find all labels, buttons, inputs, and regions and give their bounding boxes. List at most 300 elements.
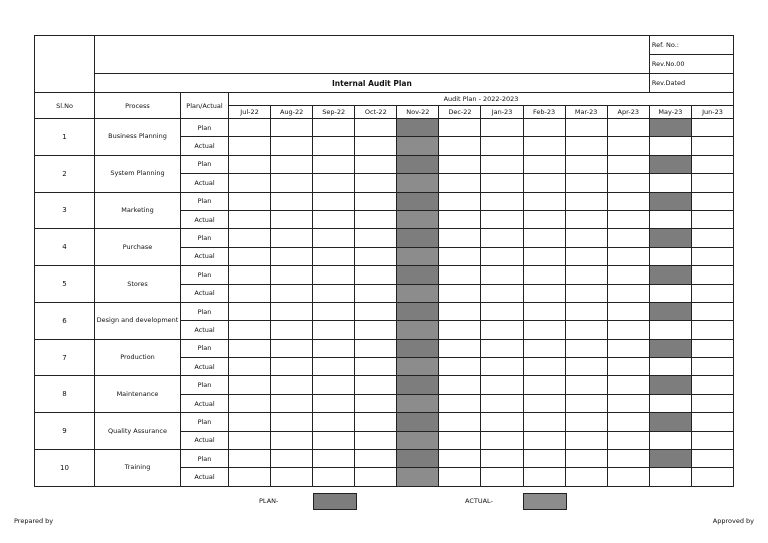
process-cell: System Planning xyxy=(95,155,181,192)
empty-cell xyxy=(607,266,649,284)
empty-cell xyxy=(607,358,649,376)
empty-cell xyxy=(691,450,733,468)
empty-cell xyxy=(523,229,565,247)
empty-cell xyxy=(691,321,733,339)
plan-marker-cell xyxy=(397,450,439,468)
empty-cell xyxy=(439,247,481,265)
actual-marker-cell xyxy=(397,137,439,155)
actual-label-cell: Actual xyxy=(181,210,229,228)
legend-plan-swatch xyxy=(313,493,357,510)
empty-cell xyxy=(523,119,565,137)
empty-cell xyxy=(691,358,733,376)
plan-marker-cell xyxy=(649,413,691,431)
empty-cell xyxy=(271,284,313,302)
month-header: May-23 xyxy=(649,106,691,119)
empty-cell xyxy=(607,210,649,228)
month-header: Dec-22 xyxy=(439,106,481,119)
sl-no-cell: 10 xyxy=(35,450,95,487)
empty-cell xyxy=(355,119,397,137)
empty-cell xyxy=(439,358,481,376)
process-cell: Business Planning xyxy=(95,119,181,156)
month-header: Apr-23 xyxy=(607,106,649,119)
empty-cell xyxy=(481,192,523,210)
empty-cell xyxy=(523,450,565,468)
empty-cell xyxy=(523,321,565,339)
empty-cell xyxy=(481,431,523,449)
empty-cell xyxy=(481,358,523,376)
table-row xyxy=(35,376,734,394)
empty-cell xyxy=(523,376,565,394)
empty-cell xyxy=(313,358,355,376)
empty-cell xyxy=(691,247,733,265)
empty-cell xyxy=(691,192,733,210)
empty-cell xyxy=(439,266,481,284)
empty-cell xyxy=(355,376,397,394)
plan-marker-cell xyxy=(649,229,691,247)
empty-cell xyxy=(523,431,565,449)
actual-label-cell: Actual xyxy=(181,174,229,192)
empty-cell xyxy=(355,229,397,247)
sl-no-cell: 9 xyxy=(35,413,95,450)
plan-marker-cell xyxy=(649,155,691,173)
empty-cell xyxy=(565,339,607,357)
process-cell: Quality Assurance xyxy=(95,413,181,450)
empty-cell xyxy=(271,247,313,265)
empty-cell xyxy=(523,174,565,192)
empty-cell xyxy=(229,468,271,486)
empty-cell xyxy=(607,192,649,210)
empty-cell xyxy=(523,339,565,357)
empty-cell xyxy=(691,284,733,302)
empty-cell xyxy=(355,450,397,468)
plan-marker-cell xyxy=(649,302,691,320)
plan-label-cell: Plan xyxy=(181,302,229,320)
table-row xyxy=(35,155,734,173)
plan-label-cell: Plan xyxy=(181,376,229,394)
empty-cell xyxy=(439,174,481,192)
empty-cell xyxy=(355,210,397,228)
empty-cell xyxy=(313,431,355,449)
sl-no-cell: 8 xyxy=(35,376,95,413)
empty-cell xyxy=(229,284,271,302)
empty-cell xyxy=(313,302,355,320)
empty-cell xyxy=(481,450,523,468)
empty-cell xyxy=(313,229,355,247)
empty-cell xyxy=(271,229,313,247)
plan-marker-cell xyxy=(397,376,439,394)
empty-cell xyxy=(565,468,607,486)
month-header: Nov-22 xyxy=(397,106,439,119)
actual-label-cell: Actual xyxy=(181,284,229,302)
actual-label-cell: Actual xyxy=(181,137,229,155)
empty-cell xyxy=(229,413,271,431)
empty-cell xyxy=(523,394,565,412)
empty-cell xyxy=(523,284,565,302)
plan-marker-cell xyxy=(649,192,691,210)
empty-cell xyxy=(607,376,649,394)
empty-cell xyxy=(229,137,271,155)
page-title: Internal Audit Plan xyxy=(95,74,650,93)
process-cell: Production xyxy=(95,339,181,376)
empty-cell xyxy=(691,339,733,357)
empty-cell xyxy=(607,339,649,357)
empty-cell xyxy=(481,266,523,284)
empty-cell xyxy=(691,302,733,320)
empty-cell xyxy=(439,468,481,486)
empty-cell xyxy=(691,266,733,284)
empty-cell xyxy=(481,302,523,320)
empty-cell xyxy=(439,376,481,394)
empty-cell xyxy=(439,192,481,210)
empty-cell xyxy=(649,210,691,228)
empty-cell xyxy=(313,119,355,137)
table-row xyxy=(35,192,734,210)
empty-cell xyxy=(565,247,607,265)
actual-label-cell: Actual xyxy=(181,247,229,265)
actual-marker-cell xyxy=(397,174,439,192)
empty-cell xyxy=(565,192,607,210)
audit-plan-table xyxy=(34,35,734,487)
empty-cell xyxy=(439,413,481,431)
empty-cell xyxy=(271,210,313,228)
plan-marker-cell xyxy=(397,339,439,357)
month-header: Feb-23 xyxy=(523,106,565,119)
plan-label-cell: Plan xyxy=(181,339,229,357)
empty-cell xyxy=(649,431,691,449)
empty-cell xyxy=(271,302,313,320)
empty-cell xyxy=(649,358,691,376)
empty-cell xyxy=(271,394,313,412)
empty-cell xyxy=(355,321,397,339)
empty-cell xyxy=(607,155,649,173)
process-cell: Stores xyxy=(95,266,181,303)
empty-cell xyxy=(523,247,565,265)
empty-cell xyxy=(229,302,271,320)
empty-cell xyxy=(355,174,397,192)
process-cell: Purchase xyxy=(95,229,181,266)
table-row xyxy=(35,339,734,357)
sl-no-cell: 5 xyxy=(35,266,95,303)
empty-cell xyxy=(439,229,481,247)
empty-cell xyxy=(649,174,691,192)
empty-cell xyxy=(523,358,565,376)
plan-marker-cell xyxy=(649,339,691,357)
sl-no-cell: 4 xyxy=(35,229,95,266)
empty-cell xyxy=(271,155,313,173)
empty-cell xyxy=(481,247,523,265)
sl-no-cell: 7 xyxy=(35,339,95,376)
table-row xyxy=(35,413,734,431)
logo-cell xyxy=(35,36,95,93)
empty-cell xyxy=(439,284,481,302)
empty-cell xyxy=(271,468,313,486)
approved-by: Approved by xyxy=(712,517,754,525)
empty-cell xyxy=(523,302,565,320)
table-row xyxy=(35,119,734,137)
empty-cell xyxy=(691,229,733,247)
empty-cell xyxy=(313,450,355,468)
empty-cell xyxy=(271,321,313,339)
empty-cell xyxy=(607,174,649,192)
actual-label-cell: Actual xyxy=(181,468,229,486)
empty-cell xyxy=(271,413,313,431)
empty-cell xyxy=(565,450,607,468)
empty-cell xyxy=(439,302,481,320)
month-header: Jul-22 xyxy=(229,106,271,119)
empty-cell xyxy=(271,450,313,468)
empty-cell xyxy=(355,266,397,284)
plan-marker-cell xyxy=(649,376,691,394)
empty-cell xyxy=(481,413,523,431)
empty-cell xyxy=(229,339,271,357)
empty-cell xyxy=(481,284,523,302)
empty-cell xyxy=(313,376,355,394)
plan-marker-cell xyxy=(397,302,439,320)
blank-header-cell xyxy=(95,36,650,74)
empty-cell xyxy=(313,339,355,357)
empty-cell xyxy=(691,119,733,137)
empty-cell xyxy=(229,155,271,173)
empty-cell xyxy=(691,174,733,192)
actual-marker-cell xyxy=(397,394,439,412)
empty-cell xyxy=(649,284,691,302)
plan-label-cell: Plan xyxy=(181,229,229,247)
empty-cell xyxy=(313,192,355,210)
empty-cell xyxy=(607,229,649,247)
empty-cell xyxy=(607,119,649,137)
empty-cell xyxy=(229,119,271,137)
empty-cell xyxy=(271,358,313,376)
empty-cell xyxy=(649,137,691,155)
empty-cell xyxy=(229,358,271,376)
empty-cell xyxy=(523,137,565,155)
actual-marker-cell xyxy=(397,358,439,376)
empty-cell xyxy=(607,284,649,302)
rev-dated: Rev.Dated xyxy=(649,74,733,93)
actual-label-cell: Actual xyxy=(181,321,229,339)
plan-marker-cell xyxy=(397,192,439,210)
empty-cell xyxy=(229,376,271,394)
empty-cell xyxy=(607,431,649,449)
empty-cell xyxy=(355,247,397,265)
table-row xyxy=(35,302,734,320)
empty-cell xyxy=(355,394,397,412)
col-audit-plan: Audit Plan - 2022-2023 xyxy=(229,93,734,106)
empty-cell xyxy=(313,394,355,412)
legend-actual-label: ACTUAL- xyxy=(465,497,493,505)
empty-cell xyxy=(565,210,607,228)
empty-cell xyxy=(481,210,523,228)
sl-no-cell: 3 xyxy=(35,192,95,229)
empty-cell xyxy=(271,192,313,210)
empty-cell xyxy=(565,266,607,284)
empty-cell xyxy=(439,450,481,468)
empty-cell xyxy=(691,376,733,394)
empty-cell xyxy=(481,174,523,192)
empty-cell xyxy=(313,284,355,302)
plan-label-cell: Plan xyxy=(181,192,229,210)
legend xyxy=(0,493,768,509)
month-header: Oct-22 xyxy=(355,106,397,119)
empty-cell xyxy=(523,192,565,210)
empty-cell xyxy=(229,450,271,468)
empty-cell xyxy=(355,358,397,376)
empty-cell xyxy=(439,210,481,228)
empty-cell xyxy=(691,155,733,173)
actual-marker-cell xyxy=(397,210,439,228)
table-row xyxy=(35,450,734,468)
empty-cell xyxy=(229,247,271,265)
actual-marker-cell xyxy=(397,284,439,302)
empty-cell xyxy=(313,155,355,173)
plan-marker-cell xyxy=(397,413,439,431)
col-process: Process xyxy=(95,93,181,119)
prepared-by: Prepared by xyxy=(14,517,54,525)
empty-cell xyxy=(313,210,355,228)
plan-marker-cell xyxy=(649,450,691,468)
empty-cell xyxy=(565,321,607,339)
empty-cell xyxy=(523,468,565,486)
process-cell: Design and development xyxy=(95,302,181,339)
empty-cell xyxy=(607,247,649,265)
plan-marker-cell xyxy=(397,266,439,284)
empty-cell xyxy=(481,229,523,247)
empty-cell xyxy=(481,137,523,155)
empty-cell xyxy=(313,468,355,486)
empty-cell xyxy=(565,413,607,431)
empty-cell xyxy=(439,394,481,412)
empty-cell xyxy=(439,155,481,173)
empty-cell xyxy=(271,174,313,192)
empty-cell xyxy=(271,431,313,449)
plan-label-cell: Plan xyxy=(181,119,229,137)
actual-marker-cell xyxy=(397,321,439,339)
month-header: Jan-23 xyxy=(481,106,523,119)
empty-cell xyxy=(229,174,271,192)
sl-no-cell: 1 xyxy=(35,119,95,156)
plan-marker-cell xyxy=(397,119,439,137)
plan-label-cell: Plan xyxy=(181,450,229,468)
process-cell: Training xyxy=(95,450,181,487)
empty-cell xyxy=(313,137,355,155)
empty-cell xyxy=(607,137,649,155)
actual-marker-cell xyxy=(397,431,439,449)
empty-cell xyxy=(565,119,607,137)
actual-marker-cell xyxy=(397,468,439,486)
empty-cell xyxy=(313,266,355,284)
ref-no: Ref. No.: xyxy=(649,36,733,55)
empty-cell xyxy=(313,413,355,431)
empty-cell xyxy=(565,229,607,247)
empty-cell xyxy=(691,413,733,431)
empty-cell xyxy=(481,376,523,394)
actual-label-cell: Actual xyxy=(181,431,229,449)
empty-cell xyxy=(607,321,649,339)
empty-cell xyxy=(355,302,397,320)
empty-cell xyxy=(481,321,523,339)
empty-cell xyxy=(271,376,313,394)
empty-cell xyxy=(271,266,313,284)
col-plan-actual: Plan/Actual xyxy=(181,93,229,119)
empty-cell xyxy=(229,394,271,412)
month-header: Aug-22 xyxy=(271,106,313,119)
empty-cell xyxy=(649,468,691,486)
sl-no-cell: 2 xyxy=(35,155,95,192)
empty-cell xyxy=(565,284,607,302)
empty-cell xyxy=(481,119,523,137)
empty-cell xyxy=(439,119,481,137)
plan-label-cell: Plan xyxy=(181,413,229,431)
empty-cell xyxy=(691,431,733,449)
empty-cell xyxy=(565,155,607,173)
empty-cell xyxy=(565,358,607,376)
empty-cell xyxy=(481,394,523,412)
plan-marker-cell xyxy=(649,119,691,137)
empty-cell xyxy=(439,339,481,357)
empty-cell xyxy=(691,468,733,486)
empty-cell xyxy=(565,302,607,320)
empty-cell xyxy=(649,394,691,412)
empty-cell xyxy=(355,155,397,173)
rev-no: Rev.No.00 xyxy=(649,55,733,74)
audit-plan-sheet xyxy=(34,35,733,487)
plan-label-cell: Plan xyxy=(181,266,229,284)
empty-cell xyxy=(523,266,565,284)
empty-cell xyxy=(439,431,481,449)
empty-cell xyxy=(649,321,691,339)
empty-cell xyxy=(355,468,397,486)
empty-cell xyxy=(565,394,607,412)
empty-cell xyxy=(481,155,523,173)
empty-cell xyxy=(565,376,607,394)
empty-cell xyxy=(229,431,271,449)
empty-cell xyxy=(271,339,313,357)
empty-cell xyxy=(355,339,397,357)
month-header: Mar-23 xyxy=(565,106,607,119)
empty-cell xyxy=(691,394,733,412)
empty-cell xyxy=(355,192,397,210)
empty-cell xyxy=(313,247,355,265)
empty-cell xyxy=(565,137,607,155)
month-header: Jun-23 xyxy=(691,106,733,119)
empty-cell xyxy=(607,394,649,412)
plan-label-cell: Plan xyxy=(181,155,229,173)
empty-cell xyxy=(565,174,607,192)
month-header: Sep-22 xyxy=(313,106,355,119)
empty-cell xyxy=(355,137,397,155)
empty-cell xyxy=(271,137,313,155)
empty-cell xyxy=(523,210,565,228)
process-cell: Marketing xyxy=(95,192,181,229)
empty-cell xyxy=(607,413,649,431)
plan-marker-cell xyxy=(397,229,439,247)
empty-cell xyxy=(229,229,271,247)
empty-cell xyxy=(355,284,397,302)
plan-marker-cell xyxy=(649,266,691,284)
actual-label-cell: Actual xyxy=(181,394,229,412)
empty-cell xyxy=(229,266,271,284)
sl-no-cell: 6 xyxy=(35,302,95,339)
plan-marker-cell xyxy=(397,155,439,173)
empty-cell xyxy=(313,174,355,192)
table-row xyxy=(35,229,734,247)
empty-cell xyxy=(229,210,271,228)
empty-cell xyxy=(523,413,565,431)
empty-cell xyxy=(691,137,733,155)
empty-cell xyxy=(229,321,271,339)
empty-cell xyxy=(607,302,649,320)
empty-cell xyxy=(229,192,271,210)
